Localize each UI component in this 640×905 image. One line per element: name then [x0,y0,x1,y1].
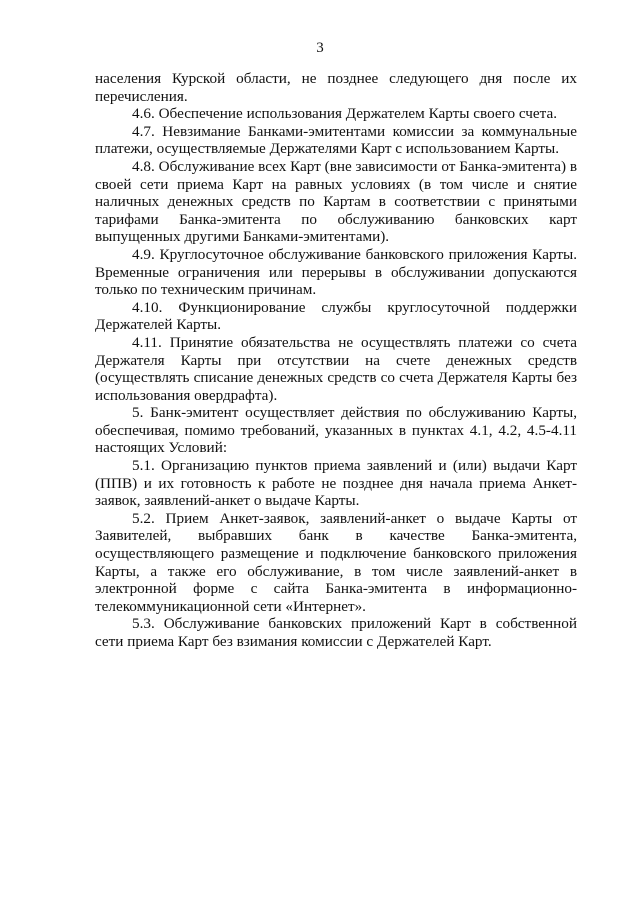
paragraph-5: 5. Банк-эмитент осуществляет действия по обслуживанию Карты, обеспечивая, помимо требований, указанных в пунктах 4.1, 4.2, 4.5-4.11 настоящих Условий: [95,404,577,457]
paragraph-4-7: 4.7. Невзимание Банками-эмитентами комиссии за коммунальные платежи, осуществляемые Держателями Карт с использованием Карты. [95,122,577,158]
paragraph-5-3: 5.3. Обслуживание банковских приложений Карт в собственной сети приема Карт без взимания комиссии с Держателей Карт. [95,615,577,650]
paragraph-continuation: населения Курской области, не позднее следующего дня после их перечисления. [95,70,577,105]
paragraph-5-2: 5.2. Прием Анкет-заявок, заявлений-анкет о выдаче Карты от Заявителей, выбравших банк в качестве Банка-эмитента, осуществляющего размещение и подключение банковского приложения Карты, а также его обслуживание, в том числе заявлений-анкет в электронной форме с сайта Банка-эмитента в информационно-телекоммуникационной сети «Интернет». [95,509,577,615]
paragraph-5-1: 5.1. Организацию пунктов приема заявлений и (или) выдачи Карт (ППВ) и их готовность к работе не позднее дня начала приема Анкет-заявок, заявлений-анкет о выдаче Карты. [95,457,577,510]
paragraph-4-9: 4.9. Круглосуточное обслуживание банковского приложения Карты. Временные ограничения или перерывы в обслуживании допускаются только по техническим причинам. [95,245,577,299]
paragraph-4-11: 4.11. Принятие обязательства не осуществлять платежи со счета Держателя Карты при отсутствии на счете денежных средств (осуществлять списание денежных средств со счета Держателя Карты без использования овердрафта). [95,333,577,404]
paragraph-4-8: 4.8. Обслуживание всех Карт (вне зависимости от Банка-эмитента) в своей сети приема Карт на равных условиях (в том числе и снятие наличных денежных средств по Картам в соответствии с принятыми тарифами Банка-эмитента по обслуживанию банковских карт выпущенных другими Банками-эмитентами). [95,157,577,246]
paragraph-4-10: 4.10. Функционирование службы круглосуточной поддержки Держателей Карты. [95,298,577,334]
page-number: 3 [316,40,324,56]
document-body [95,70,577,651]
paragraph-4-6: 4.6. Обеспечение использования Держателем Карты своего счета. [132,105,558,123]
